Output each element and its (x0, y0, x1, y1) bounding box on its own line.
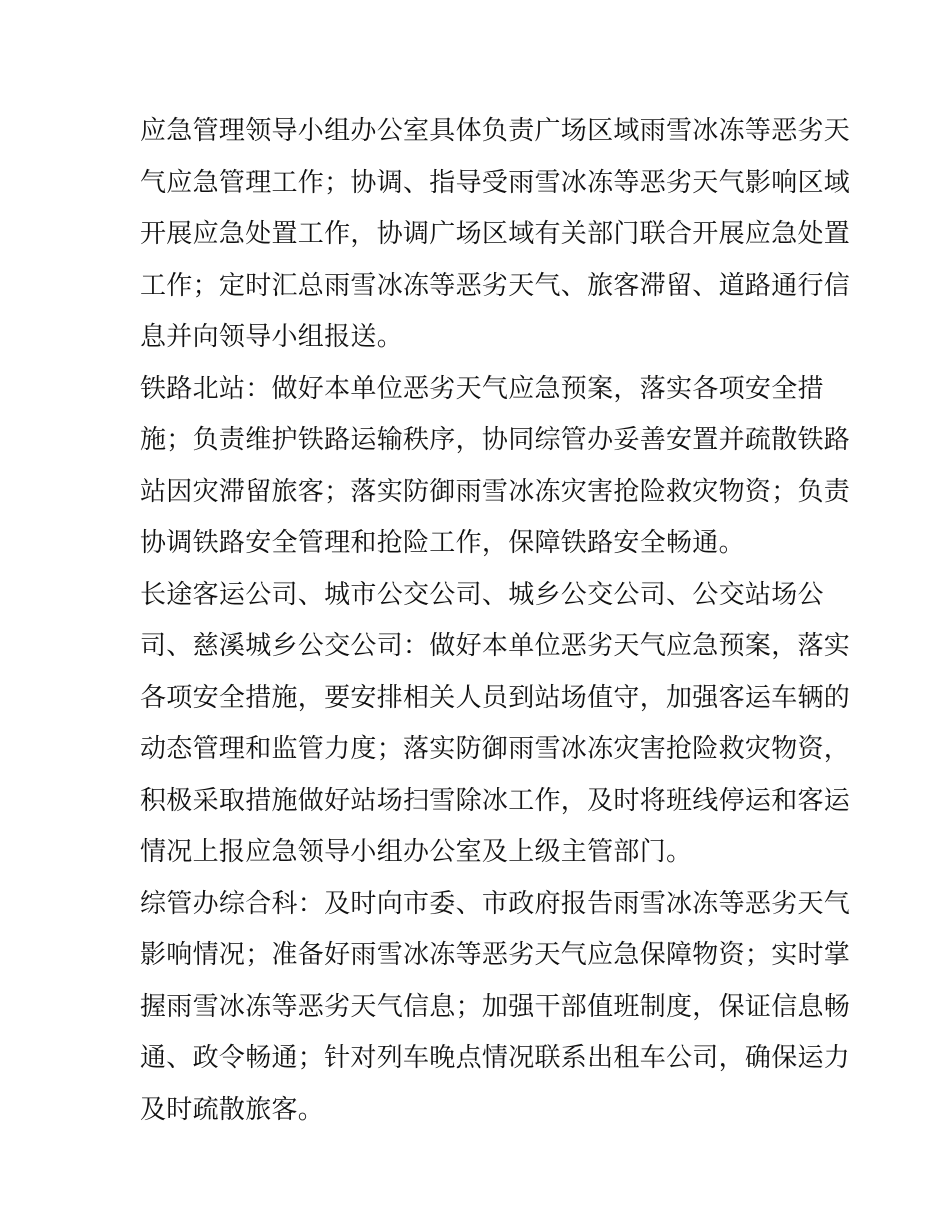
text-line: 气应急管理工作；协调、指导受雨雪冰冻等恶劣天气影响区域 (140, 167, 851, 198)
text-line: 铁路北站：做好本单位恶劣天气应急预案，落实各项安全措 (140, 373, 824, 404)
text-line: 影响情况；准备好雨雪冰冻等恶劣天气应急保障物资；实时掌 (140, 940, 851, 970)
text-line: 司、慈溪城乡公交公司：做好本单位恶劣天气应急预案，落实 (140, 631, 851, 661)
paragraph-transport-companies (140, 570, 851, 879)
text-line: 握雨雪冰冻等恶劣天气信息；加强干部值班制度，保证信息畅 (140, 991, 851, 1022)
text-line: 综管办综合科：及时向市委、市政府报告雨雪冰冻等恶劣天气 (140, 888, 851, 919)
paragraph-general-office (140, 879, 851, 1137)
text-line: 积极采取措施做好站场扫雪除冰工作，及时将班线停运和客运 (140, 785, 851, 816)
text-line: 长途客运公司、城市公交公司、城乡公交公司、公交站场公 (140, 579, 824, 610)
text-line: 协调铁路安全管理和抢险工作，保障铁路安全畅通。 (140, 528, 745, 558)
text-line: 施；负责维护铁路运输秩序，协同综管办妥善安置并疏散铁路 (140, 425, 851, 455)
text-line: 动态管理和监管力度；落实防御雨雪冰冻灾害抢险救灾物资， (140, 734, 851, 764)
text-line: 工作；定时汇总雨雪冰冻等恶劣天气、旅客滞留、道路通行信 (140, 270, 851, 301)
text-line: 应急管理领导小组办公室具体负责广场区域雨雪冰冻等恶劣天 (140, 116, 851, 146)
document-body (140, 106, 851, 1136)
text-line: 站因灾滞留旅客；落实防御雨雪冰冻灾害抢险救灾物资；负责 (140, 476, 851, 507)
text-line: 情况上报应急领导小组办公室及上级主管部门。 (140, 837, 693, 867)
paragraph-railway-north-station (140, 364, 851, 570)
text-line: 各项安全措施，要安排相关人员到站场值守，加强客运车辆的 (140, 682, 851, 713)
text-line: 息并向领导小组报送。 (140, 322, 404, 352)
text-line: 通、政令畅通；针对列车晚点情况联系出租车公司，确保运力 (140, 1043, 851, 1073)
text-line: 开展应急处置工作，协调广场区域有关部门联合开展应急处置 (140, 219, 851, 249)
paragraph-emergency-office (140, 106, 851, 364)
text-line: 及时疏散旅客。 (140, 1094, 325, 1125)
